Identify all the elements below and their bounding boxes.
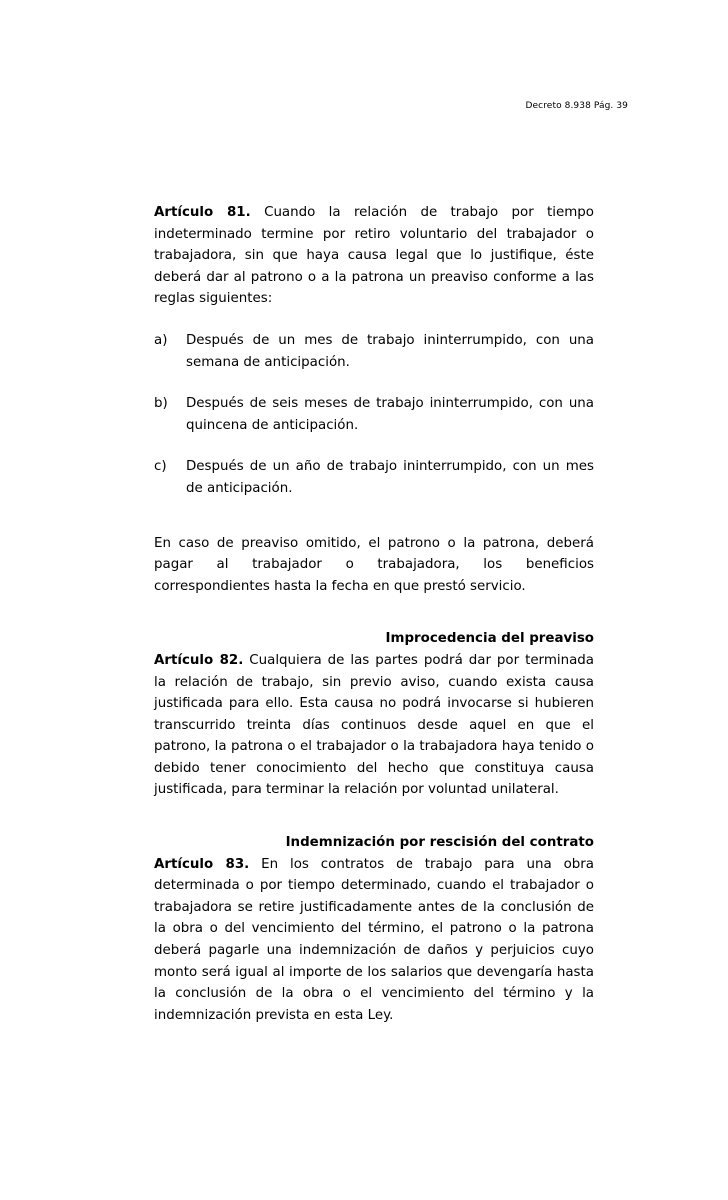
article-83-heading: Indemnización por rescisión del contrato	[285, 835, 594, 851]
article-82-text: Cualquiera de las partes podrá dar por terminada la relación de trabajo, sin previo aviso, cuando exista causa justificada para ello. Esta causa no podrá invocarse si hubieren transcurrido treinta días continuos desde aquel en que el patrono, la patrona o el trabajador o la trabajadora haya tenido o debido tener conocimiento del hecho que constituya causa justificada, para terminar la relación por voluntad unilateral.	[154, 652, 594, 798]
article-81-text: Cuando la relación de trabajo por tiempo indeterminado termine por retiro voluntario del trabajador o trabajadora, sin que haya causa legal que lo justifique, éste deberá dar al patrono o a la patrona un preaviso conforme a las reglas siguientes:	[154, 205, 595, 307]
list-item	[154, 393, 594, 436]
list-item-marker: c)	[154, 459, 167, 475]
article-83-text: En los contratos de trabajo para una obra determinada o por tiempo determinado, cuando el trabajador o trabajadora se retire justificadamente antes de la conclusión de la obra o del vencimiento del término, el patrono o la patrona deberá pagarle una indemnización de daños y perjuicios cuyo monto será igual al importe de los salarios que devengaría hasta la conclusión de la obra o el vencimiento del término y la indemnización prevista en esta Ley.	[154, 856, 595, 1023]
page-content	[154, 202, 594, 1026]
article-81-paragraph	[154, 202, 594, 310]
article-82-heading: Improcedencia del preaviso	[385, 631, 594, 647]
article-81-closing: En caso de preaviso omitido, el patrono o la patrona, deberá pagar al trabajador o trabajadora, los beneficios correspondientes hasta la fecha en que prestó servicio.	[154, 535, 594, 594]
list-item-marker: a)	[154, 332, 168, 348]
article-82-paragraph	[154, 650, 594, 801]
article-82-label: Artículo 82.	[154, 652, 244, 668]
list-item-text: Después de un año de trabajo ininterrumpido, con un mes de anticipación.	[186, 459, 594, 496]
list-item-marker: b)	[154, 396, 168, 412]
list-item	[154, 330, 594, 373]
article-81-list	[154, 330, 594, 500]
article-83-label: Artículo 83.	[154, 856, 250, 872]
list-item-text: Después de un mes de trabajo ininterrumpido, con una semana de anticipación.	[186, 332, 594, 370]
list-item-text: Después de seis meses de trabajo ininterrumpido, con una quincena de anticipación.	[186, 396, 594, 433]
running-header: Decreto 8.938 Pág. 39	[525, 101, 628, 111]
list-item	[154, 456, 594, 499]
article-81-label: Artículo 81.	[154, 205, 251, 220]
article-83-paragraph	[154, 854, 594, 1027]
